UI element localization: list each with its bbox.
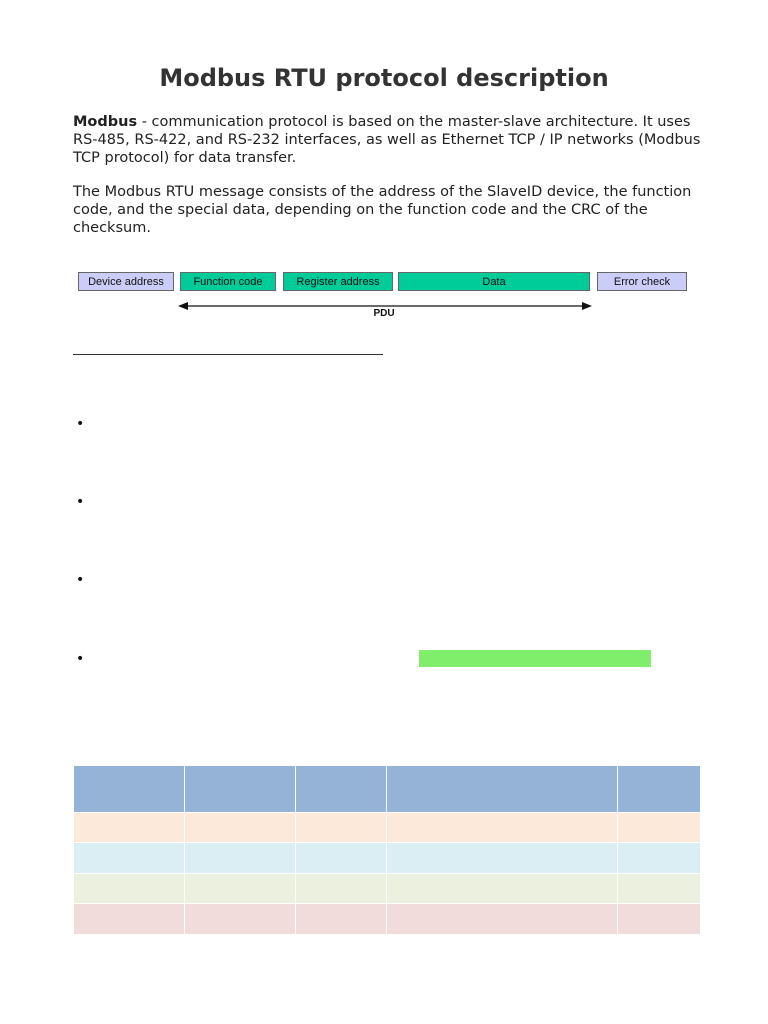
table-cell	[618, 874, 701, 904]
text-highlight	[419, 650, 651, 667]
table-cell	[618, 904, 701, 935]
table-cell	[74, 813, 185, 843]
table-cell	[387, 904, 618, 935]
table-row	[74, 874, 701, 904]
bullet-point: •	[76, 572, 85, 588]
section-divider	[73, 354, 383, 355]
table-cell	[74, 904, 185, 935]
table-header-cell	[296, 766, 387, 813]
bullet-point: •	[76, 494, 85, 510]
table-cell	[296, 843, 387, 874]
table-cell	[185, 843, 296, 874]
table-cell	[74, 843, 185, 874]
table-cell	[618, 813, 701, 843]
frame-box-register-address	[283, 272, 393, 291]
table-cell	[387, 813, 618, 843]
message-structure-paragraph: The Modbus RTU message consists of the address of the SlaveID device, the function code, and the special data, depending on the function code and the CRC of the checksum.	[73, 184, 692, 236]
table-header-row	[74, 766, 701, 813]
frame-box-error-check	[597, 272, 687, 291]
table-cell	[185, 813, 296, 843]
frame-box-label: Register address	[296, 275, 380, 288]
table-header-cell	[74, 766, 185, 813]
frame-box-data	[398, 272, 590, 291]
table-row	[74, 843, 701, 874]
table-cell	[185, 904, 296, 935]
frame-box-label: Device address	[88, 275, 164, 288]
table-row	[74, 813, 701, 843]
frame-box-label: Error check	[613, 275, 671, 288]
bullet-point: •	[76, 651, 85, 667]
frame-box-label: Function code	[193, 275, 263, 288]
intro-paragraph	[73, 113, 703, 167]
pdu-label: PDU	[373, 308, 395, 319]
table-row	[74, 904, 701, 935]
table-cell	[296, 813, 387, 843]
table-cell	[296, 904, 387, 935]
table-cell	[296, 874, 387, 904]
function-code-table	[73, 765, 701, 935]
intro-term: Modbus	[73, 114, 138, 130]
table-cell	[618, 843, 701, 874]
page-title: Modbus RTU protocol description	[159, 64, 609, 92]
intro-text: - communication protocol is based on the master-slave architecture. It uses RS-485, RS-422, and RS-232 interfaces, as well as Ethernet TCP / IP networks (Modbus TCP protocol) for data transfer.	[73, 114, 701, 166]
table-cell	[74, 874, 185, 904]
table-cell	[185, 874, 296, 904]
bullet-point: •	[76, 416, 85, 432]
table-header-cell	[618, 766, 701, 813]
table-header-cell	[387, 766, 618, 813]
table-header-cell	[185, 766, 296, 813]
table-cell	[387, 874, 618, 904]
table-cell	[387, 843, 618, 874]
frame-box-label: Data	[482, 275, 506, 288]
frame-box-device-address	[78, 272, 174, 291]
frame-box-function-code	[180, 272, 276, 291]
